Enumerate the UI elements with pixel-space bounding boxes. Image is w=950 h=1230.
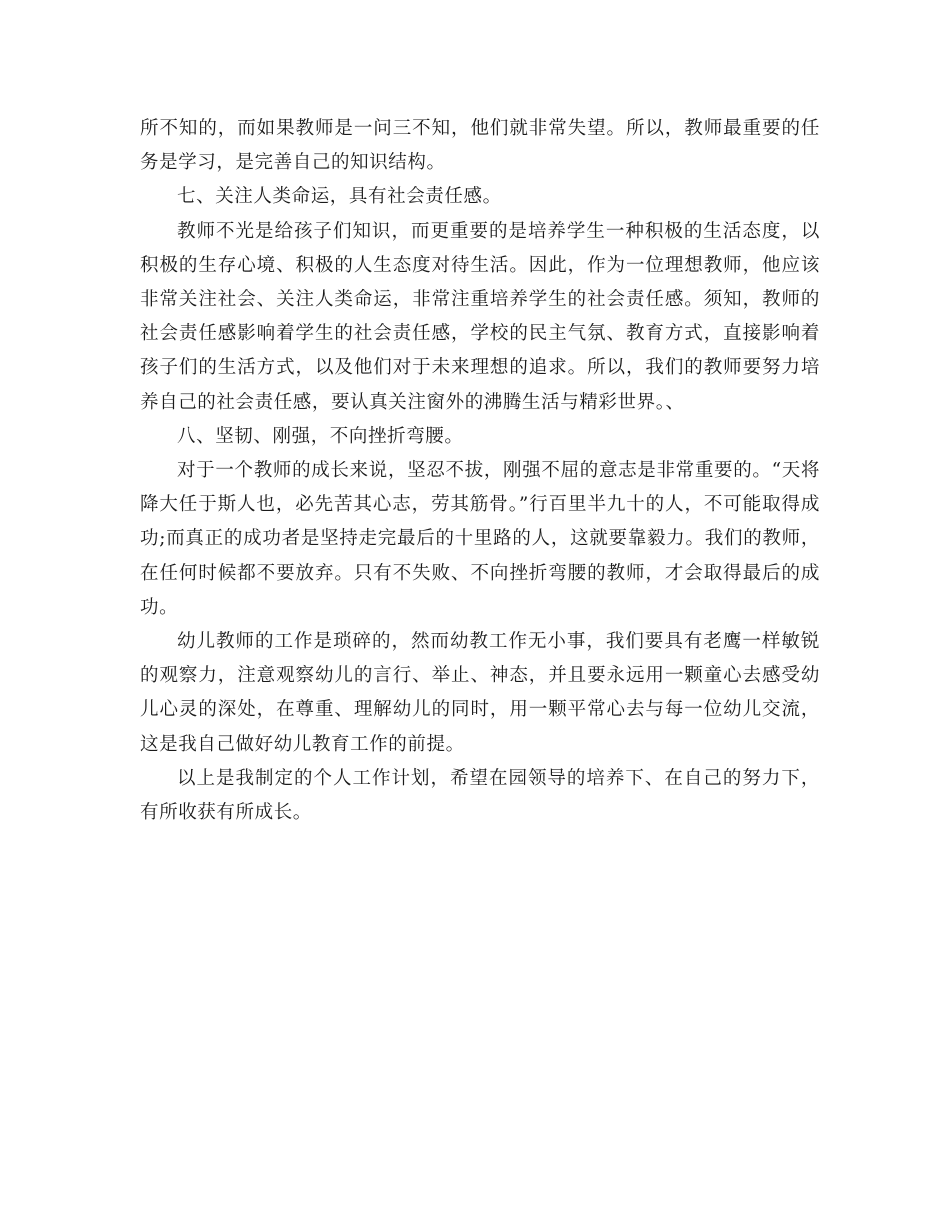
section-heading-seven: 七、关注人类命运，具有社会责任感。 bbox=[177, 186, 502, 208]
paragraph-preschool-work: 幼儿教师的工作是琐碎的，然而幼教工作无小事，我们要具有老鹰一样敏锐的观察力，注意观察幼儿的言行、举止、神态，并且要永远用一颗童心去感受幼儿心灵的深处，在尊重、理解幼儿的同时，用一颗平常心去与每一位幼儿交流，这是我自己做好幼儿教育工作的前提。 bbox=[140, 631, 820, 755]
document-body bbox=[140, 112, 820, 830]
paragraph-continued: 所不知的，而如果教师是一问三不知，他们就非常失望。所以，教师最重要的任务是学习，是完善自己的知识结构。 bbox=[140, 118, 820, 174]
paragraph-conclusion: 以上是我制定的个人工作计划，希望在园领导的培养下、在自己的努力下，有所收获有所成长。 bbox=[140, 767, 820, 824]
section-heading-eight: 八、坚韧、刚强，不向挫折弯腰。 bbox=[177, 425, 464, 447]
paragraph-social-responsibility: 教师不光是给孩子们知识，而更重要的是培养学生一种积极的生活态度，以积极的生存心境、积极的人生态度对待生活。因此，作为一位理想教师，他应该非常关注社会、关注人类命运，非常注重培养学生的社会责任感。须知，教师的社会责任感影响着学生的社会责任感，学校的民主气氛、教育方式，直接影响着孩子们的生活方式，以及他们对于未来理想的追求。所以，我们的教师要努力培养自己的社会责任感，要认真关注窗外的沸腾生活与精彩世界。、 bbox=[140, 220, 820, 413]
paragraph-perseverance: 对于一个教师的成长来说，坚忍不拔，刚强不屈的意志是非常重要的。“天将降大任于斯人也，必先苦其心志，劳其筋骨。”行百里半九十的人，不可能取得成功;而真正的成功者是坚持走完最后的十里路的人，这就要靠毅力。我们的教师，在任何时候都不要放弃。只有不失败、不向挫折弯腰的教师，才会取得最后的成功。 bbox=[140, 460, 820, 618]
